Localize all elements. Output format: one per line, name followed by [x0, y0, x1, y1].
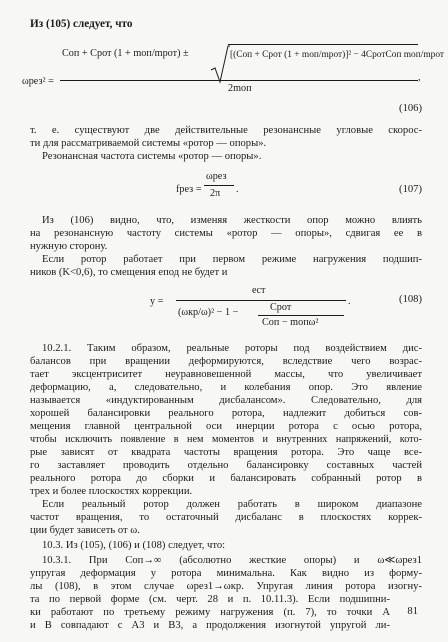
- text-line: на резонансную частоту системы «ротор — опоры», сдвигая ее в: [30, 228, 422, 239]
- text-line: Если ротор работает при первом режиме нагружения подшип-: [42, 254, 422, 265]
- text-line: Из (106) видно, что, изменяя жесткости опор можно влиять: [42, 215, 422, 226]
- text-line: чтобы исключить появление в нем моментов и внутренних напряжений, кото-: [30, 434, 422, 445]
- text-line: трех и более плоскостях коррекции.: [30, 486, 193, 497]
- eq108-den-frac-den: Cоп − mопω²: [262, 317, 319, 328]
- text-line: лы (108), в этом случае ωрез1→ωкр. Упругая линия ротора изогну-: [30, 581, 422, 592]
- text-line: реального ротора до сборки и балансировать собранный ротор в: [30, 473, 422, 484]
- text-line: упругая деформация y ротора минимальна. Как видно из форму-: [30, 568, 422, 579]
- text-line: частот вращения, то остаточный дисбаланс в плоскостях коррек-: [30, 512, 422, 523]
- text-line: Если реальный ротор должен работать в широком диапазоне: [42, 499, 422, 510]
- page-number: 81: [407, 606, 418, 617]
- text-line: хорошей балансировки реального ротора, надлежит добиться сов-: [30, 408, 422, 419]
- text-line: деформацию, а, следовательно, и колебания опор. Это явление: [30, 382, 422, 393]
- text-line: рые зависят от квадрата частоты вращения ротора. Это чаще все-: [30, 447, 422, 458]
- eq107-lhs: fрез =: [176, 184, 202, 195]
- text-line: мещения главной центральной оси инерции ротора с осью ротора,: [30, 421, 422, 432]
- eq108-numerator: eст: [252, 285, 266, 296]
- text-line: ции будет зависеть от ω.: [30, 525, 140, 536]
- eq106-lhs: ωрез² =: [22, 76, 54, 87]
- text-line: тает эксцентриситет неуравновешенной массы, что увеличивает: [30, 369, 422, 380]
- text-line: нужную сторону.: [30, 241, 108, 252]
- text-line: т. е. существуют две действительные резонансные угловые скорос-: [30, 125, 422, 136]
- text-line: 10.3.1. При Cоп→∞ (абсолютно жесткие опоры) и ω≪ωрез1: [42, 555, 422, 566]
- text-line: 10.3. Из (105), (106) и (108) следует, что:: [42, 540, 226, 551]
- text-line: называется «индуктированным дисбалансом». Следовательно, для: [30, 395, 422, 406]
- text-line: 10.2.1. Таким образом, реальные роторы под воздействием дис-: [42, 343, 422, 354]
- text-line: та по первой форме (см. черт. 28 и п. 10.11.3). Если подшипни-: [30, 594, 390, 605]
- text-line: ти для рассматриваемой системы «ротор — опоры».: [30, 138, 267, 149]
- section-heading: Из (105) следует, что: [30, 18, 133, 30]
- eq106-numerator-left: Cоп + Cрот (1 + mоп/mрот) ±: [62, 48, 189, 59]
- eq108-den-frac-num: Cрот: [270, 302, 292, 313]
- text-line: и B совпадают с A3 и B3, а продолжения изогнутой упругой ли-: [30, 620, 390, 631]
- text-line: балансов при вращении деформируются, вследствие чего возрас-: [30, 356, 422, 367]
- eq108-lhs: y =: [150, 296, 164, 307]
- eq107-numerator: ωрез: [206, 171, 227, 182]
- text-line: го заставляет проводить отдельно балансировку составных частей: [30, 460, 422, 471]
- eq108-period: .: [348, 296, 351, 307]
- eq106-radicand: [(Cоп + Cрот (1 + mоп/mрот)]² − 4CротCоп mоп/mрот: [230, 50, 445, 60]
- eq106-number: (106): [399, 103, 422, 114]
- eq106-denominator: 2mоп: [228, 83, 252, 94]
- eq106-comma: ,: [418, 72, 421, 83]
- eq108-number: (108): [399, 294, 422, 305]
- text-line: ки работают по третьему режиму нагружения (п. 7), то точки A: [30, 607, 390, 618]
- text-line: ников (K<0,6), то смещения eпод не будет и: [30, 267, 228, 278]
- text-line: Резонансная частота системы «ротор — опоры».: [42, 151, 262, 162]
- eq108-den-part1: (ωкр/ω)² − 1 −: [178, 307, 239, 318]
- eq107-period: .: [236, 184, 239, 195]
- eq107-denominator: 2π: [210, 188, 221, 199]
- eq107-number: (107): [399, 184, 422, 195]
